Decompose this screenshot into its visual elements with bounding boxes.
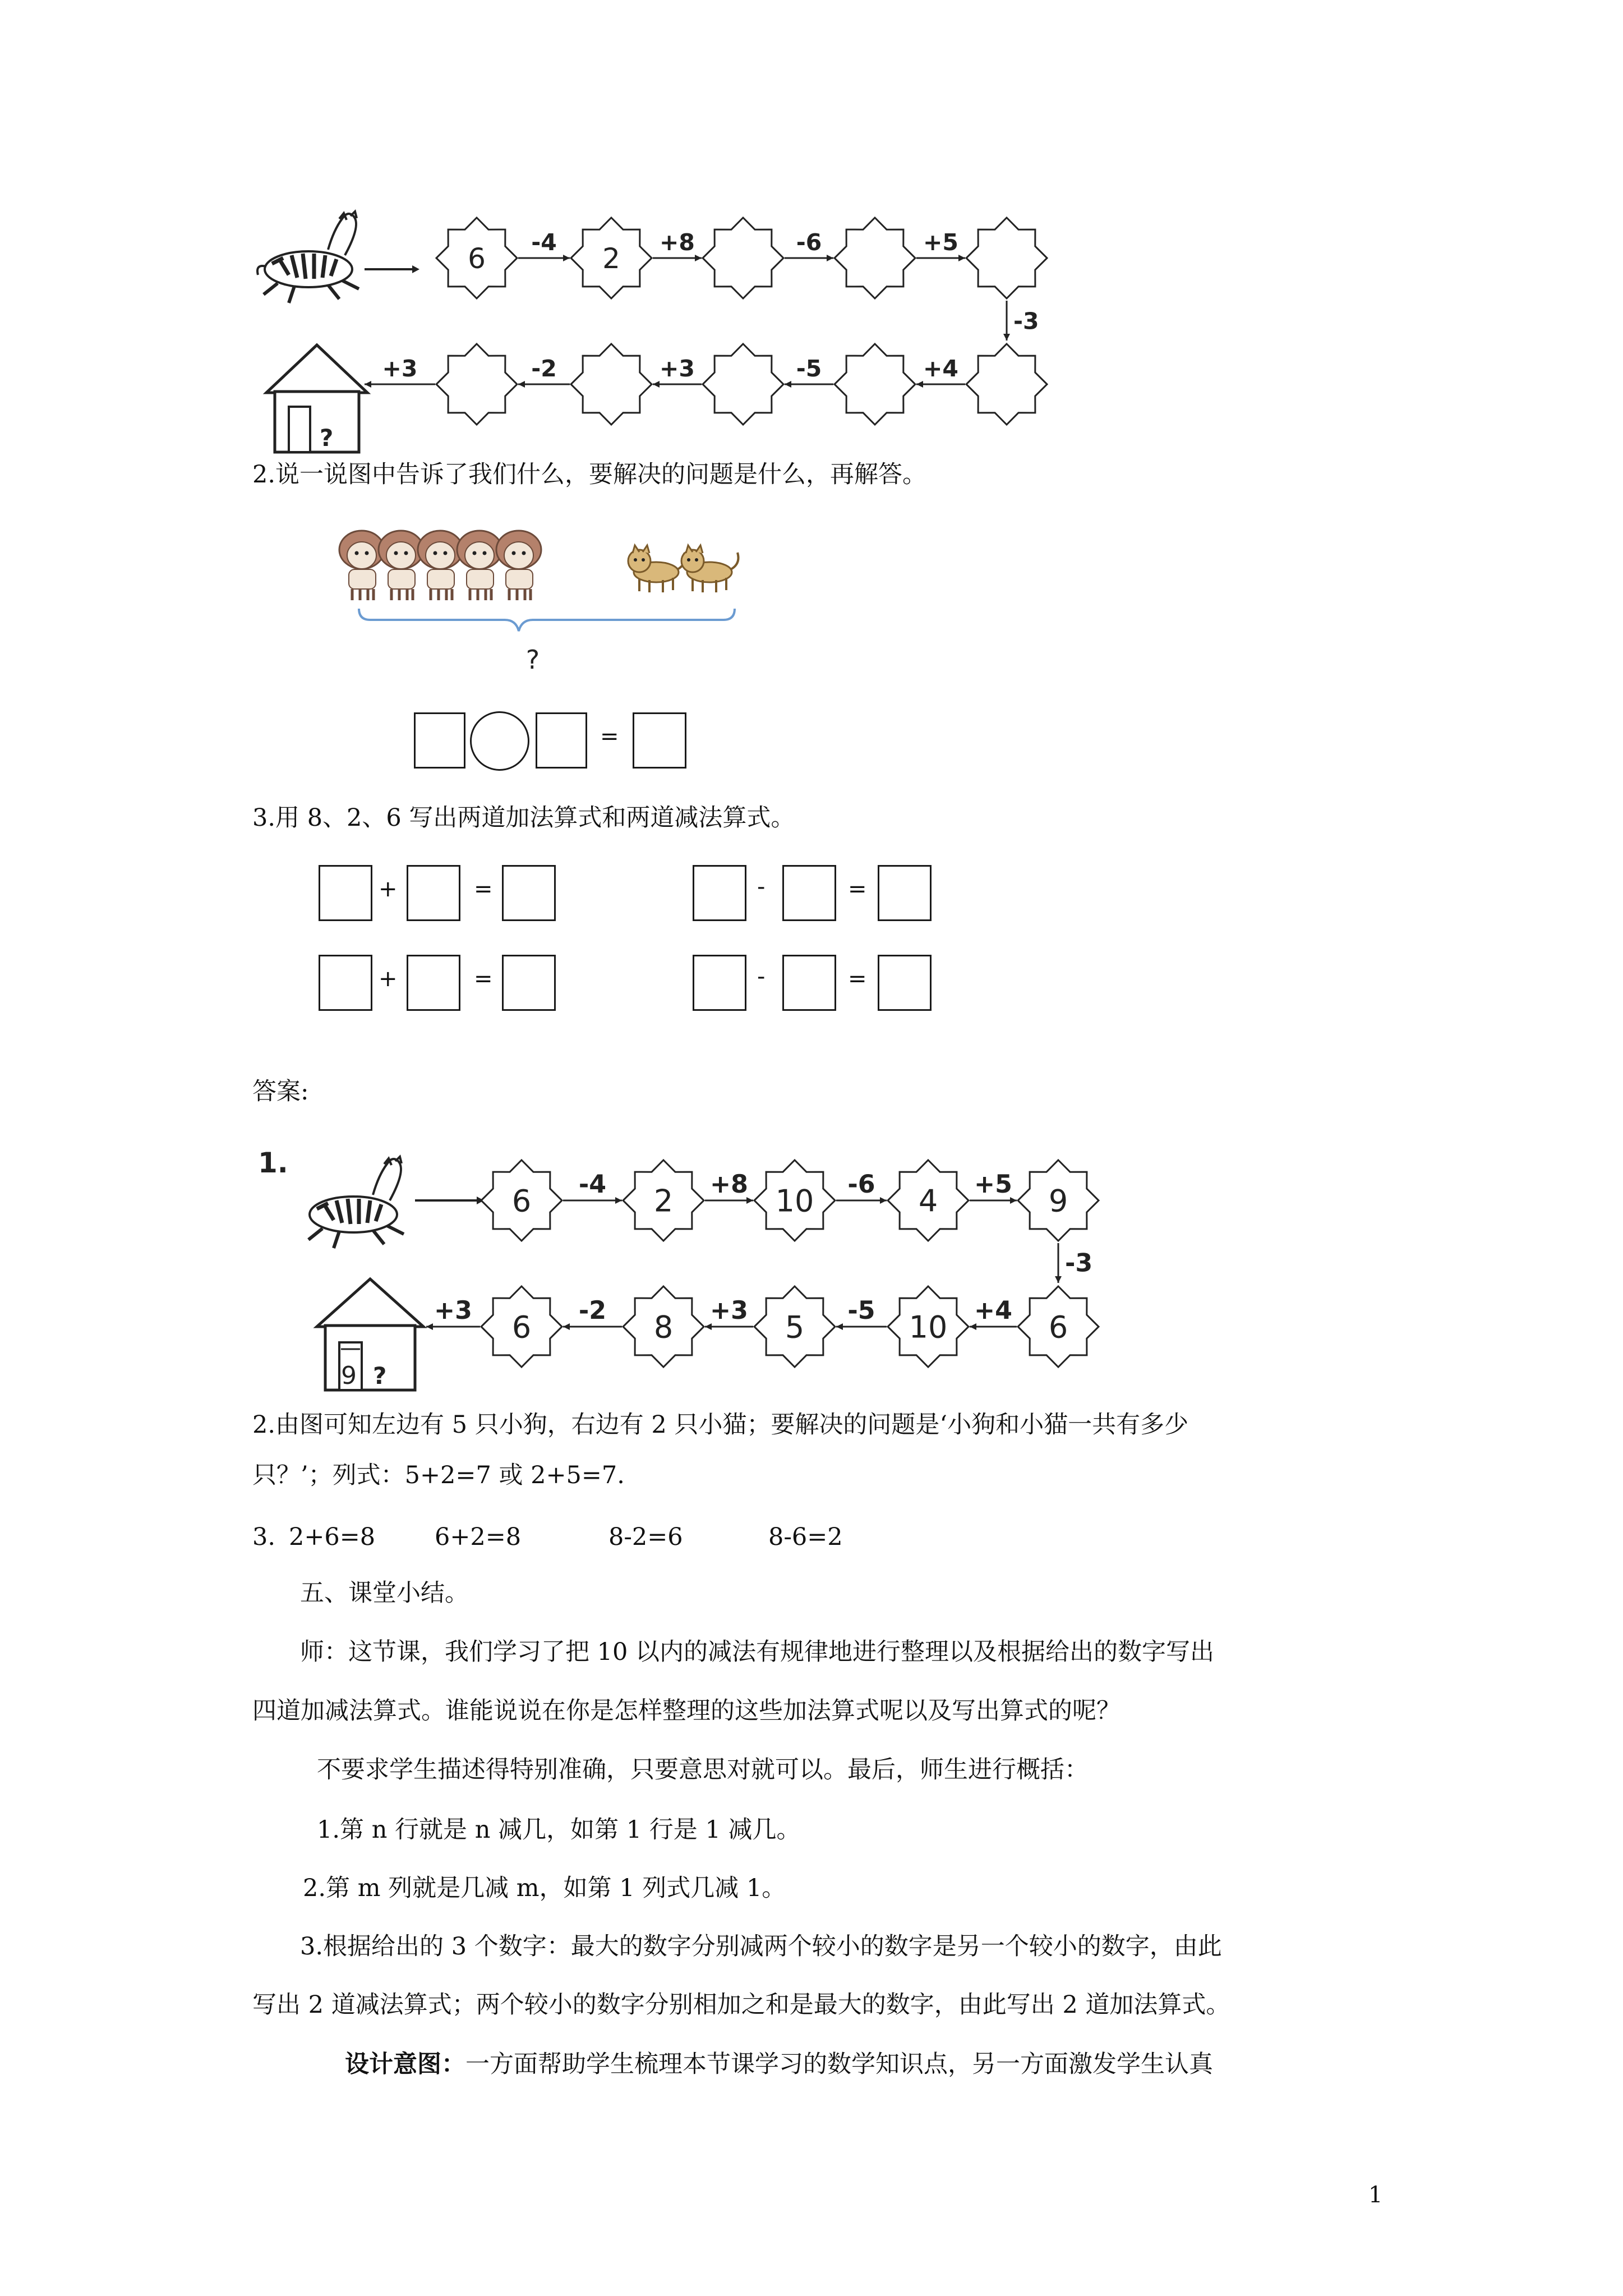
q2-question-mark: ? [525, 645, 540, 675]
operation-label-row2-4: -5 [847, 1296, 875, 1325]
operation-label-row2-3: +3 [660, 355, 695, 382]
exercise-1-chain-diagram [247, 196, 1110, 454]
number-star-row2-1 [436, 344, 517, 425]
q2-blank-1[interactable] [414, 712, 465, 769]
number-star-row2-3 [703, 344, 783, 425]
q3-sub2-equals: = [848, 966, 867, 992]
q3-sub2-blank-a[interactable] [693, 955, 746, 1011]
q3-sub1-minus: - [757, 874, 766, 900]
q3-sub1-blank-a[interactable] [693, 865, 746, 921]
star-value-row2-3: 5 [785, 1309, 805, 1345]
q3-add1-blank-result[interactable] [502, 865, 556, 921]
answer-2-line2: 只？’；列式：5+2=7 或 2+5=7. [252, 1461, 625, 1489]
answer-2-line1: 2.由图可知左边有 5 只小狗，右边有 2 只小猫；要解决的问题是‘小狗和小猫一共有多少 [252, 1411, 1189, 1439]
operation-label-4: +5 [974, 1170, 1012, 1199]
house-icon [317, 1279, 423, 1390]
house-question: ? [320, 424, 334, 452]
operation-label-row2-2: -2 [578, 1296, 607, 1325]
star-value-2: 2 [602, 242, 620, 275]
house-answer: 9 [341, 1361, 357, 1390]
operation-label-3: -6 [847, 1170, 875, 1199]
design-intent [345, 2047, 1213, 2081]
star-value-row2-5: 6 [1048, 1309, 1068, 1345]
star-value-4: 4 [918, 1183, 938, 1219]
star-value-1: 6 [511, 1183, 532, 1219]
summary-item-3-line2: 写出 2 道减法算式；两个较小的数字分别相加之和是最大的数字，由此写出 2 道加法算式。 [252, 1991, 1230, 2019]
q3-add1-blank-a[interactable] [319, 865, 372, 921]
q3-sub1-blank-result[interactable] [878, 865, 932, 921]
operation-label-2: +8 [660, 229, 695, 256]
number-star-3 [703, 218, 783, 298]
q2-equals: = [600, 724, 619, 749]
answer-3-label: 3. [252, 1523, 276, 1551]
design-intent-text: 一方面帮助学生梳理本节课学习的数学知识点，另一方面激发学生认真 [465, 2050, 1213, 2078]
operation-label-3: -6 [796, 229, 822, 256]
answer-3-eq1: 2+6=8 [289, 1523, 376, 1551]
dog-icon [457, 531, 502, 600]
star-value-5: 9 [1048, 1183, 1068, 1219]
q3-add2-equals: = [474, 966, 493, 992]
operation-label-4: +5 [923, 229, 958, 256]
operation-label-row2-5: +4 [923, 355, 958, 382]
answer-1-chain-diagram [255, 1128, 1164, 1402]
operation-label-2: +8 [710, 1170, 748, 1199]
number-star-row2-4 [834, 344, 915, 425]
number-star-5 [966, 218, 1047, 298]
q3-sub2-minus: - [757, 964, 766, 990]
q3-sub1-blank-b[interactable] [782, 865, 836, 921]
house-icon [266, 345, 367, 452]
q3-sub1-equals: = [848, 876, 867, 902]
summary-p1-line2: 四道加减法算式。谁能说说在你是怎样整理的这些加法算式呢以及写出算式的呢？ [252, 1697, 1121, 1725]
star-value-row2-2: 8 [653, 1309, 674, 1345]
dog-icon [379, 531, 423, 600]
q3-title: 3.用 8、2、6 写出两道加法算式和两道减法算式。 [252, 804, 795, 832]
answer-3-eq2: 6+2=8 [435, 1523, 522, 1551]
star-value-1: 6 [468, 242, 486, 275]
operation-label-row2-3: +3 [710, 1296, 748, 1325]
number-star-4 [834, 218, 915, 298]
operation-label-1: -4 [578, 1170, 607, 1199]
cat-icon [681, 545, 739, 592]
q3-add2-blank-a[interactable] [319, 955, 372, 1011]
q3-add1-equals: = [474, 876, 493, 902]
summary-heading: 五、课堂小结。 [300, 1579, 469, 1607]
q2-blank-result[interactable] [633, 712, 686, 769]
operation-label-1: -4 [531, 229, 557, 256]
star-value-3: 10 [775, 1183, 814, 1219]
design-intent-label: 设计意图： [345, 2050, 465, 2078]
star-value-row2-1: 6 [511, 1309, 532, 1345]
zebra-icon [308, 1157, 404, 1248]
q3-add1-blank-b[interactable] [407, 865, 460, 921]
summary-item-2: 2.第 m 列就是几减 m，如第 1 列式几减 1。 [303, 1874, 786, 1902]
house-question: ? [373, 1362, 387, 1389]
cat-icon [628, 545, 685, 592]
dog-icon [339, 531, 384, 600]
operation-label-row2-5: +4 [974, 1296, 1012, 1325]
operation-label-row2-4: -5 [796, 355, 822, 382]
q2-blank-2[interactable] [536, 712, 587, 769]
zebra-icon [257, 211, 359, 303]
q3-add1-plus: + [379, 876, 398, 902]
q3-add2-blank-b[interactable] [407, 955, 460, 1011]
q2-title: 2.说一说图中告诉了我们什么，要解决的问题是什么，再解答。 [252, 461, 927, 489]
answer-1-label: 1. [258, 1147, 288, 1179]
page-number: 1 [1368, 2182, 1383, 2208]
dog-icon [496, 531, 541, 600]
number-star-row2-2 [571, 344, 652, 425]
star-value-2: 2 [653, 1183, 674, 1219]
operation-label-row2-1: +3 [382, 355, 418, 382]
answer-3-eq3: 8-2=6 [608, 1523, 683, 1551]
summary-item-3-line1: 3.根据给出的 3 个数字：最大的数字分别减两个较小的数字是另一个较小的数字，由此 [300, 1932, 1222, 1961]
q3-sub2-blank-result[interactable] [878, 955, 932, 1011]
star-value-row2-4: 10 [909, 1309, 948, 1345]
down-operation-label: -3 [1065, 1249, 1093, 1278]
q3-sub2-blank-b[interactable] [782, 955, 836, 1011]
q3-add2-plus: + [379, 966, 398, 992]
q2-picture [336, 522, 763, 690]
summary-p2: 不要求学生描述得特别准确，只要意思对就可以。最后，师生进行概括： [317, 1756, 1089, 1784]
operation-label-row2-1: +3 [434, 1296, 472, 1325]
q3-add2-blank-result[interactable] [502, 955, 556, 1011]
answer-3-eq4: 8-6=2 [768, 1523, 843, 1551]
answers-heading: 答案: [252, 1078, 309, 1106]
q2-operator-circle[interactable] [470, 711, 529, 771]
operation-label-row2-2: -2 [531, 355, 557, 382]
down-operation-label: -3 [1013, 307, 1039, 335]
dog-icon [418, 531, 463, 600]
number-star-row2-5 [966, 344, 1047, 425]
summary-p1-line1: 师：这节课，我们学习了把 10 以内的减法有规律地进行整理以及根据给出的数字写出 [300, 1638, 1215, 1666]
grouping-brace [359, 609, 735, 631]
summary-item-1: 1.第 n 行就是 n 减几，如第 1 行是 1 减几。 [317, 1816, 801, 1844]
